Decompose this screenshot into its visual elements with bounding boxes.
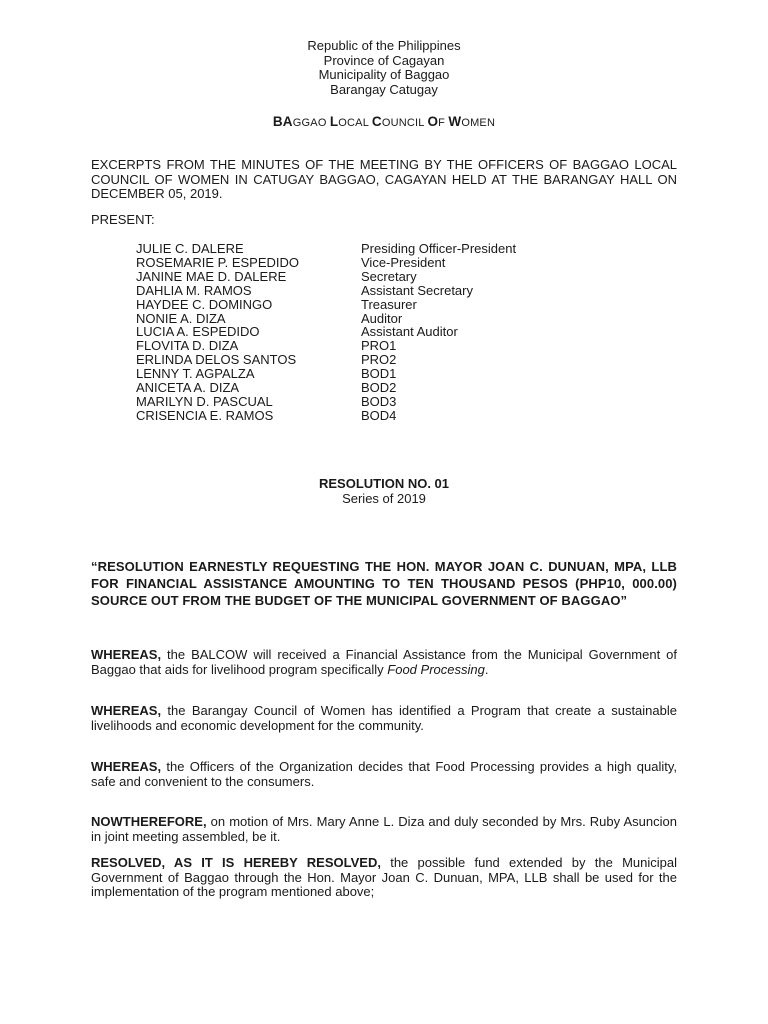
officer-name: LENNY T. AGPALZA [136, 366, 255, 382]
organization-title [0, 114, 768, 129]
officer-name: CRISENCIA E. RAMOS [136, 407, 274, 423]
officer-position: BOD1 [361, 366, 397, 382]
clause-text: the possible fund extended by the Municipal Government of Baggao through the Hon. Mayor Joan C. Dunuan, MPA, LLB shall be used for the implementation of the program mentioned above; [91, 855, 678, 900]
officer-position: BOD2 [361, 380, 397, 396]
officer-row [136, 312, 516, 326]
officer-name: HAYDEE C. DOMINGO [136, 296, 273, 312]
title-rest: GGAO [292, 117, 330, 129]
resolved-clause [91, 856, 677, 900]
title-rest: OCAL [338, 117, 372, 129]
title-initial: BA [272, 114, 293, 129]
officer-position: PRO2 [361, 352, 397, 368]
resolution-title: “RESOLUTION EARNESTLY REQUESTING THE HON. MAYOR JOAN C. DUNUAN, MPA, LLB FOR FINANCIAL ASSISTANCE AMOUNTING TO TEN THOUSAND PESOS (PHP10, 000.00) SOURCE OUT FROM THE BUDGET OF THE MUNICIPAL GOVERNMENT OF BAGGAO” [91, 559, 677, 608]
officer-position: Presiding Officer-President [361, 241, 517, 256]
clause-lead: WHEREAS, [91, 703, 162, 718]
officer-row [136, 284, 516, 298]
whereas-clause-1 [91, 648, 677, 677]
title-rest: F [438, 117, 449, 129]
officer-name: FLOVITA D. DIZA [136, 338, 239, 354]
officer-position: Vice-President [361, 254, 446, 270]
officer-row [136, 353, 516, 367]
officer-row [136, 270, 516, 284]
officer-row [136, 339, 516, 353]
resolution-number: RESOLUTION NO. 01 [318, 476, 450, 491]
officer-roster [136, 242, 516, 423]
officer-row [136, 325, 516, 339]
nowtherefore-clause [91, 815, 677, 844]
whereas-clause-2 [91, 704, 677, 733]
officer-position: BOD3 [361, 393, 397, 409]
clause-lead: RESOLVED, AS IT IS HEREBY RESOLVED, [91, 855, 381, 870]
officer-row [136, 242, 516, 256]
officer-row [136, 395, 516, 409]
officer-position: PRO1 [361, 338, 397, 354]
title-rest: OUNCIL [381, 117, 428, 129]
title-rest: OMEN [461, 117, 496, 129]
officer-name: LUCIA A. ESPEDIDO [136, 324, 260, 340]
clause-text: on motion of Mrs. Mary Anne L. Diza and duly seconded by Mrs. Ruby Asuncion in joint meeting assembled, be it. [91, 814, 677, 844]
officer-name: JANINE MAE D. DALERE [136, 268, 287, 284]
title-initial: L [329, 114, 339, 129]
letterhead-line: Municipality of Baggao [318, 67, 450, 83]
officer-name: ROSEMARIE P. ESPEDIDO [136, 254, 300, 270]
clause-lead: WHEREAS, [91, 647, 162, 662]
letterhead-line: Republic of the Philippines [307, 38, 461, 53]
present-label: PRESENT: [91, 212, 155, 227]
officer-position: Auditor [361, 310, 403, 326]
officer-row [136, 367, 516, 381]
clause-emphasis: Food Processing [387, 661, 485, 677]
officer-row [136, 409, 516, 423]
title-initial: O [427, 114, 439, 129]
officer-name: JULIE C. DALERE [136, 241, 244, 256]
whereas-clause-3 [91, 760, 677, 789]
officer-position: Assistant Auditor [361, 324, 458, 340]
resolution-series: Series of 2019 [342, 490, 426, 506]
title-initial: C [371, 114, 382, 129]
letterhead-line: Barangay Catugay [330, 81, 438, 97]
officer-name: DAHLIA M. RAMOS [136, 282, 252, 298]
clause-end: . [484, 661, 489, 677]
officer-position: BOD4 [361, 407, 397, 423]
clause-lead: WHEREAS, [91, 759, 162, 774]
letterhead [0, 39, 768, 97]
officer-row [136, 381, 516, 395]
resolution-heading [0, 477, 768, 506]
officer-name: NONIE A. DIZA [136, 310, 226, 326]
officer-name: ANICETA A. DIZA [136, 380, 240, 396]
letterhead-line: Province of Cagayan [323, 52, 445, 68]
officer-name: MARILYN D. PASCUAL [136, 393, 273, 409]
officer-name: ERLINDA DELOS SANTOS [136, 352, 297, 368]
minutes-intro: EXCERPTS FROM THE MINUTES OF THE MEETING BY THE OFFICERS OF BAGGAO LOCAL COUNCIL OF WOMEN IN CATUGAY BAGGAO, CAGAYAN HELD AT THE BARANGAY HALL ON DECEMBER 05, 2019. [91, 157, 677, 202]
officer-position: Secretary [361, 268, 417, 284]
clause-lead: NOWTHEREFORE, [91, 814, 207, 829]
officer-position: Treasurer [361, 296, 417, 312]
clause-text: the Officers of the Organization decides that Food Processing provides a high quality, safe and convenient to the consumers. [91, 759, 677, 789]
clause-text: the BALCOW will received a Financial Assistance from the Municipal Government of Baggao that aids for livelihood program specifically [91, 647, 677, 677]
officer-row [136, 298, 516, 312]
officer-row [136, 256, 516, 270]
title-initial: W [448, 114, 462, 129]
clause-text: the Barangay Council of Women has identified a Program that create a sustainable livelihoods and economic development for the community. [91, 703, 677, 733]
officer-position: Assistant Secretary [361, 282, 473, 298]
